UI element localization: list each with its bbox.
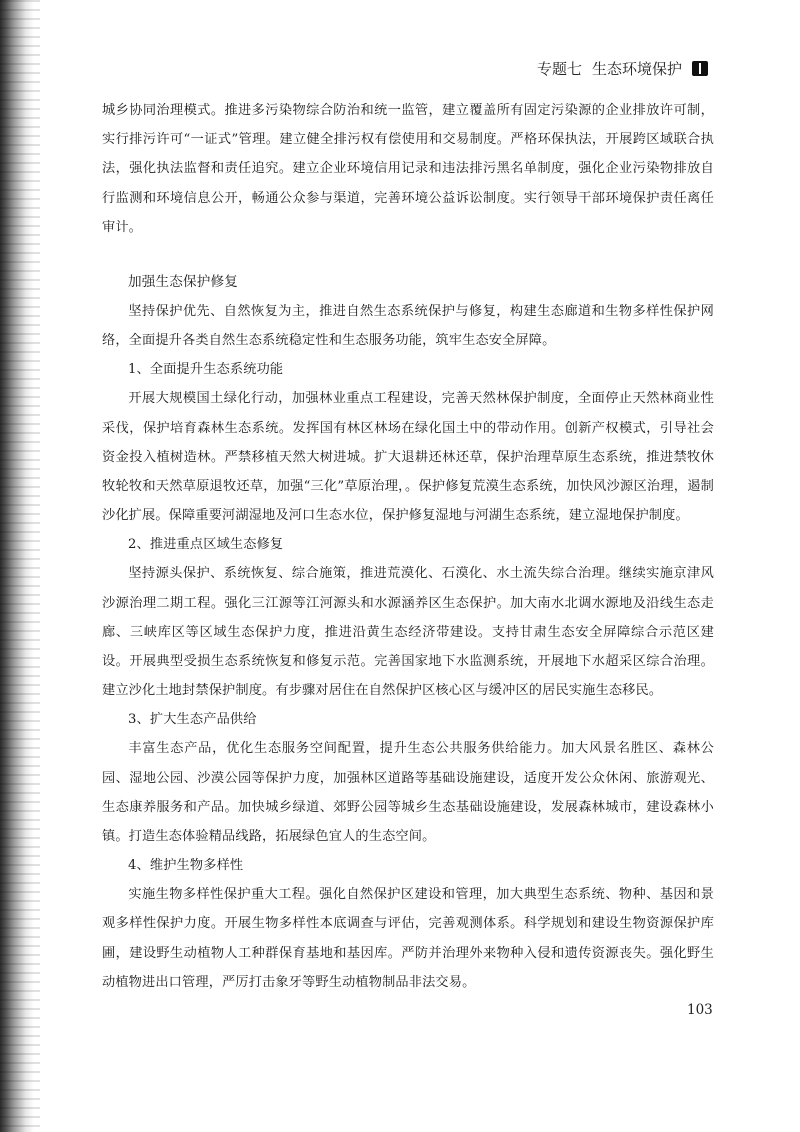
subsection-body-1: 开展大规模国土绿化行动，加强林业重点工程建设，完善天然林保护制度，全面停止天然林商业性采伐，保护培育森林生态系统。发挥国有林区林场在绿化国土中的带动作用。创新产权模式，引导社会资金投入植树造林。严禁移植天然大树进城。扩大退耕还林还草，保护治理草原生态系统，推进禁牧休牧轮牧和天然草原退牧还草，加强“三化”草原治理，。保护修复荒漠生态系统，加快风沙源区治理，遏制沙化扩展。保障重要河湖湿地及河口生态水位，保护修复湿地与河湖生态系统，建立湿地保护制度。	[102, 391, 714, 524]
header-title: 生态环境保护	[591, 60, 682, 78]
subsection-body-2: 坚持源头保护、系统恢复、综合施策，推进荒漠化、石漠化、水土流失综合治理。继续实施京津风沙源治理二期工程。强化三江源等江河源头和水源涵养区生态保护。加大南水北调水源地及沿线生态走廊、三峡库区等区域生态保护力度，推进沿黄生态经济带建设。支持甘肃生态安全屏障综合示范区建设。开展典型受损生态系统恢复和修复示范。完善国家地下水监测系统，开展地下水超采区综合治理。建立沙化土地封禁保护制度。有步骤对居住在自然保护区核心区与缓冲区的居民实施生态移民。	[102, 566, 714, 699]
page-body	[102, 96, 714, 997]
book-icon	[692, 61, 708, 76]
scan-binding-speckles	[0, 0, 40, 1132]
subsection-heading-2: 2、推进重点区域生态修复	[128, 537, 284, 553]
section-lead-paragraph: 坚持保护优先、自然恢复为主，推进自然生态系统保护与修复，构建生态廊道和生物多样性保护网络，全面提升各类自然生态系统稳定性和生态服务功能，筑牢生态安全屏障。	[102, 304, 714, 349]
page-number: 103	[687, 1002, 713, 1018]
subsection-body-3: 丰富生态产品，优化生态服务空间配置，提升生态公共服务供给能力。加大风景名胜区、森林公园、湿地公园、沙漠公园等保护力度，加强林区道路等基础设施建设，适度开发公众休闲、旅游观光、生态康养服务和产品。加快城乡绿道、郊野公园等城乡生态基础设施建设，发展森林城市，建设森林小镇。打造生态体验精品线路，拓展绿色宜人的生态空间。	[102, 741, 714, 845]
subsection-heading-3: 3、扩大生态产品供给	[128, 712, 257, 728]
subsection-heading-4: 4、维护生物多样性	[128, 858, 244, 874]
header-section-label: 专题七	[536, 60, 582, 78]
subsection-heading-1: 1、全面提升生态系统功能	[128, 362, 284, 378]
subsection-body-4: 实施生物多样性保护重大工程。强化自然保护区建设和管理，加大典型生态系统、物种、基因和景观多样性保护力度。开展生物多样性本底调查与评估，完善观测体系。科学规划和建设生物资源保护库圃，建设野生动植物人工种群保育基地和基因库。严防并治理外来物种入侵和遗传资源丧失。强化野生动植物进出口管理，严厉打击象牙等野生动植物制品非法交易。	[102, 887, 714, 990]
section-heading: 加强生态保护修复	[128, 274, 238, 291]
running-header	[537, 58, 708, 79]
intro-paragraph: 城乡协同治理模式。推进多污染物综合防治和统一监管，建立覆盖所有固定污染源的企业排放许可制，实行排污许可“一证式”管理。建立健全排污权有偿使用和交易制度。严格环保执法，开展跨区域联合执法，强化执法监督和责任追究。建立企业环境信用记录和违法排污黑名单制度，强化企业污染物排放自行监测和环境信息公开，畅通公众参与渠道，完善环境公益诉讼制度。实行领导干部环境保护责任离任审计。	[102, 103, 714, 235]
